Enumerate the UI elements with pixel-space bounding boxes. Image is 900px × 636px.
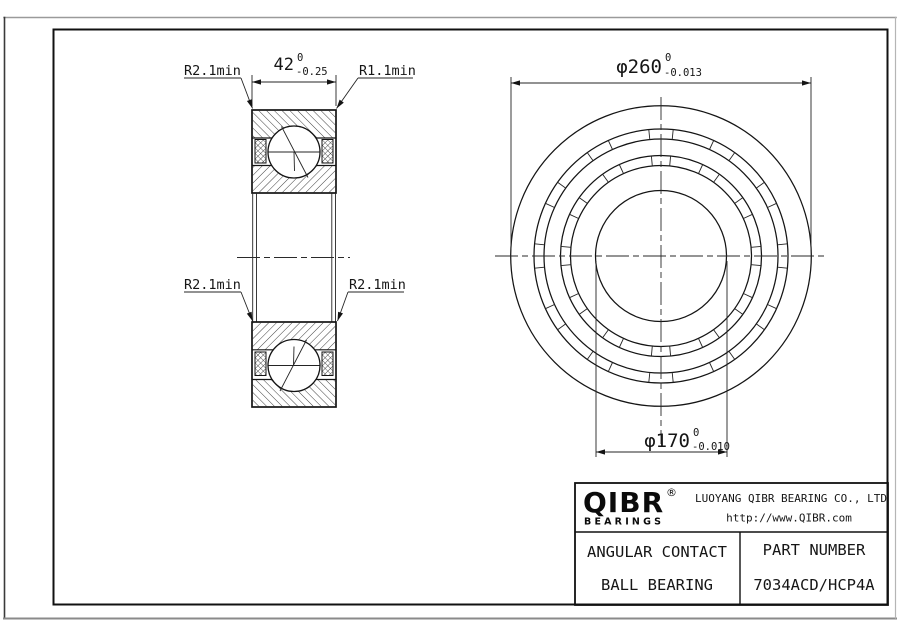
dim-bore-tol-upper: 0 — [693, 427, 700, 439]
cage-section — [255, 140, 266, 164]
label-radius-top-right: R1.1min — [359, 63, 416, 79]
dim-outer-value: φ260 — [616, 56, 662, 78]
label-radius-top-left: R2.1min — [184, 63, 241, 79]
dim-outer-tol-lower: -0.013 — [664, 67, 702, 79]
dim-width-value: 42 — [273, 55, 294, 75]
cage-section — [255, 352, 266, 376]
label-radius-bottom-left: R2.1min — [184, 277, 241, 293]
section-top-block — [252, 110, 336, 193]
cage-section — [322, 352, 333, 376]
registered-trademark-icon: ® — [666, 486, 677, 499]
page-border — [4, 18, 896, 619]
section-bottom-block — [252, 322, 336, 407]
dim-bore-tol-lower: -0.010 — [692, 441, 730, 453]
dim-outer-tol-upper: 0 — [665, 52, 672, 64]
title-block — [575, 483, 888, 605]
part-number-label: PART NUMBER — [762, 541, 866, 559]
part-number-value: 7034ACD/HCP4A — [753, 576, 875, 594]
section-view — [237, 110, 350, 407]
cage-section — [322, 140, 333, 164]
dim-width-tol-upper: 0 — [297, 52, 304, 64]
company-name: LUOYANG QIBR BEARING CO., LTD — [694, 492, 888, 505]
dim-width-tol-lower: -0.25 — [296, 66, 328, 78]
brand-subtitle: BEARINGS — [584, 516, 665, 528]
dim-bore-value: φ170 — [644, 430, 690, 452]
label-radius-bottom-right: R2.1min — [349, 277, 406, 293]
brand-logo: QIBR — [583, 486, 665, 519]
product-type-line2: BALL BEARING — [601, 576, 713, 594]
company-website: http://www.QIBR.com — [726, 511, 852, 525]
front-view — [495, 97, 828, 444]
product-type-line1: ANGULAR CONTACT — [587, 543, 727, 561]
